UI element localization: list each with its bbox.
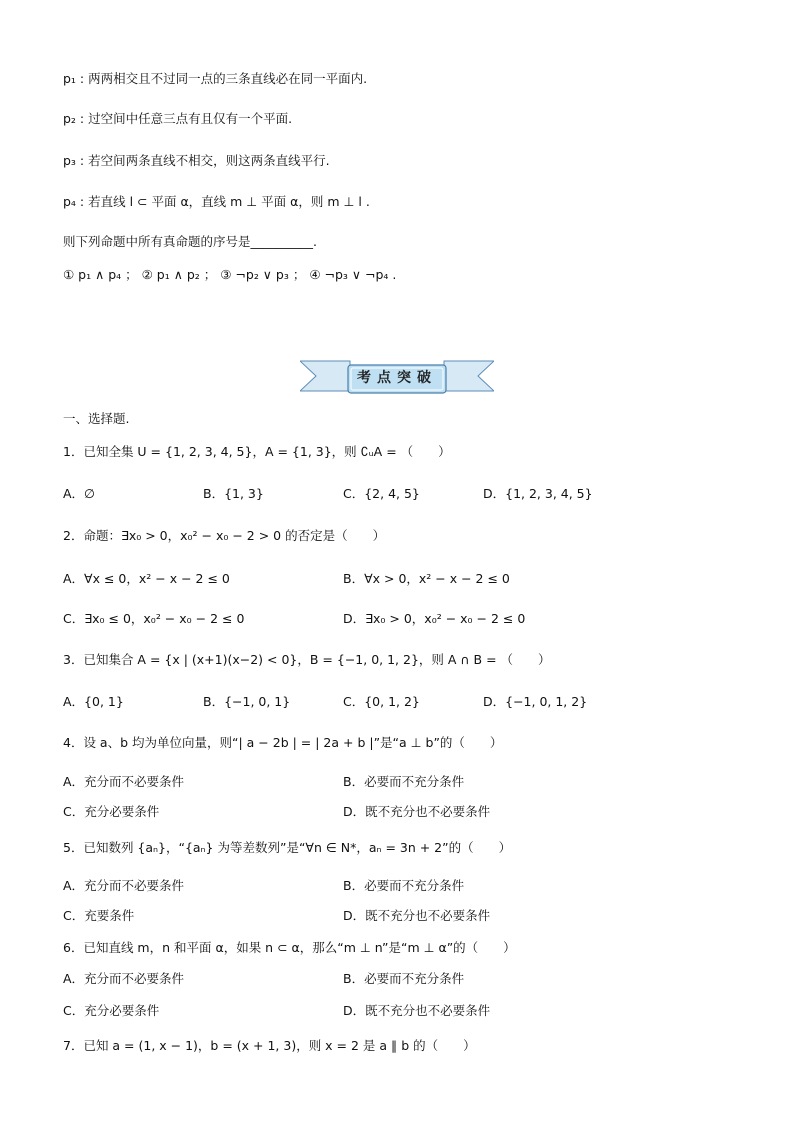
question-3-option-c: C．{0, 1, 2} [343, 694, 420, 709]
question-5-stem: 5．已知数列 {aₙ}，“{aₙ} 为等差数列”是“∀n ∈ N*，aₙ = 3n + 2”的（ ） [63, 840, 512, 855]
question-5-option-c: C．充要条件 [63, 908, 135, 923]
question-3-stem: 3．已知集合 A = {x | (x+1)(x−2) < 0}，B = {−1, 0, 1, 2}，则 A ∩ B = （ ） [63, 652, 551, 667]
question-6-option-d: D．既不充分也不必要条件 [343, 1003, 491, 1018]
proposition-choices: ① p₁ ∧ p₄ ； ② p₁ ∧ p₂ ； ③ ¬p₂ ∨ p₃ ； ④ ¬p₃ ∨ ¬p₄ . [63, 267, 397, 282]
question-2-option-a: A．∀x ≤ 0，x² − x − 2 ≤ 0 [63, 571, 230, 586]
question-3-option-d: D．{−1, 0, 1, 2} [483, 694, 588, 709]
question-4-option-c: C．充分必要条件 [63, 804, 160, 819]
question-4-option-b: B．必要而不充分条件 [343, 774, 465, 789]
question-1-option-a: A．∅ [63, 486, 95, 501]
question-1-option-b: B．{1, 3} [203, 486, 264, 501]
question-2-option-c: C．∃x₀ ≤ 0，x₀² − x₀ − 2 ≤ 0 [63, 611, 245, 626]
question-1-option-c: C．{2, 4, 5} [343, 486, 420, 501]
question-5-option-a: A．充分而不必要条件 [63, 878, 185, 893]
section-title: 一、选择题. [63, 411, 130, 426]
question-2-option-d: D．∃x₀ > 0，x₀² − x₀ − 2 ≤ 0 [343, 611, 526, 626]
question-2-stem: 2．命题：∃x₀ > 0，x₀² − x₀ − 2 > 0 的否定是（ ） [63, 528, 386, 543]
proposition-p3: p₃ : 若空间两条直线不相交，则这两条直线平行. [63, 153, 330, 168]
question-5-option-d: D．既不充分也不必要条件 [343, 908, 491, 923]
question-6-option-a: A．充分而不必要条件 [63, 971, 185, 986]
question-1-option-d: D．{1, 2, 3, 4, 5} [483, 486, 593, 501]
question-2-option-b: B．∀x > 0，x² − x − 2 ≤ 0 [343, 571, 510, 586]
proposition-p4: p₄ : 若直线 l ⊂ 平面 α，直线 m ⊥ 平面 α，则 m ⊥ l . [63, 194, 370, 209]
question-4-option-d: D．既不充分也不必要条件 [343, 804, 491, 819]
question-3-option-b: B．{−1, 0, 1} [203, 694, 291, 709]
question-5-option-b: B．必要而不充分条件 [343, 878, 465, 893]
question-6-option-b: B．必要而不充分条件 [343, 971, 465, 986]
proposition-p2: p₂ : 过空间中任意三点有且仅有一个平面. [63, 111, 293, 126]
proposition-p1: p₁ : 两两相交且不过同一点的三条直线必在同一平面内. [63, 71, 368, 86]
question-1-stem: 1．已知全集 U = {1, 2, 3, 4, 5}，A = {1, 3}，则 ∁ᵤA = （ ） [63, 444, 451, 459]
question-3-option-a: A．{0, 1} [63, 694, 124, 709]
question-4-option-a: A．充分而不必要条件 [63, 774, 185, 789]
proposition-question: 则下列命题中所有真命题的序号是__________. [63, 234, 317, 249]
question-4-stem: 4．设 a、b 均为单位向量，则“| a − 2b | = | 2a + b |”是“a ⊥ b”的（ ） [63, 735, 503, 750]
banner-title: 考点突破 [357, 370, 437, 386]
question-7-stem: 7．已知 a = (1, x − 1)，b = (x + 1, 3)，则 x = 2 是 a ∥ b 的（ ） [63, 1038, 476, 1053]
question-6-stem: 6．已知直线 m，n 和平面 α，如果 n ⊂ α，那么“m ⊥ n”是“m ⊥ α”的（ ） [63, 940, 516, 955]
question-6-option-c: C．充分必要条件 [63, 1003, 160, 1018]
